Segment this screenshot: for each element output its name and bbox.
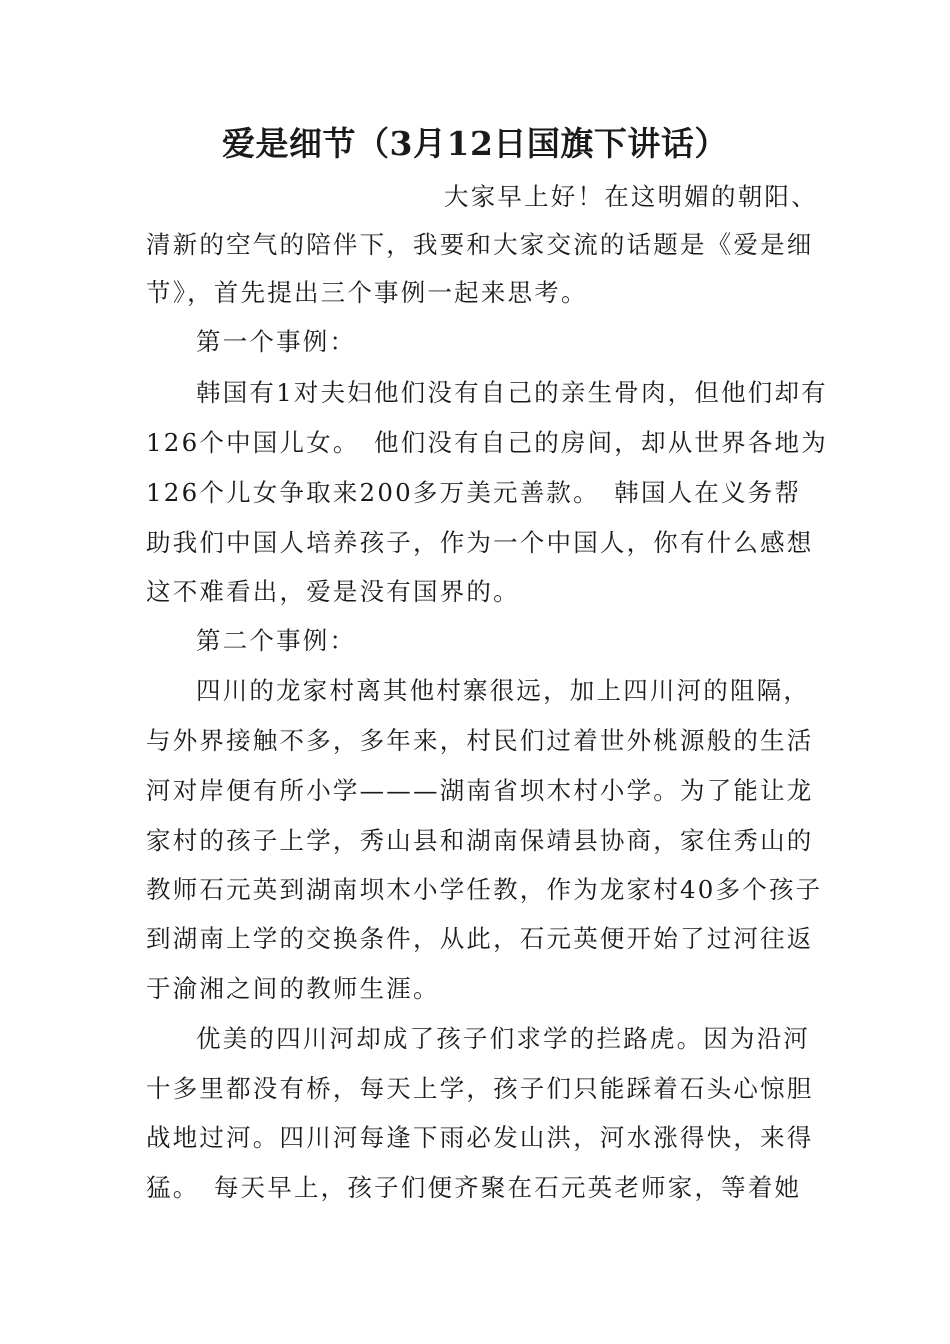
text-line: 四川的龙家村离其他村寨很远，加上四川河的阻隔，: [196, 676, 811, 705]
text-line: 助我们中国人培养孩子，作为一个中国人，你有什么感想: [146, 528, 814, 557]
text-line: 126个中国儿女。 他们没有自己的房间，却从世界各地为: [146, 428, 828, 457]
text-line: 家村的孩子上学，秀山县和湖南保靖县协商，家住秀山的: [146, 826, 814, 855]
text-line: 第二个事例：: [196, 626, 357, 655]
text-line: 大家早上好！在这明媚的朝阳、: [444, 182, 818, 211]
page-title: 爱是细节（3月12日国旗下讲话）: [222, 124, 728, 163]
text-line: 第一个事例：: [196, 327, 357, 356]
text-line: 到湖南上学的交换条件，从此，石元英便开始了过河往返: [146, 924, 814, 953]
text-line: 126个儿女争取来200多万美元善款。 韩国人在义务帮: [146, 478, 802, 507]
text-line: 于渝湘之间的教师生涯。: [146, 974, 440, 1003]
text-line: 优美的四川河却成了孩子们求学的拦路虎。因为沿河: [196, 1024, 811, 1053]
text-line: 教师石元英到湖南坝木小学任教，作为龙家村40多个孩子: [146, 875, 823, 904]
text-line: 这不难看出，爱是没有国界的。: [146, 577, 520, 606]
text-line: 猛。 每天早上，孩子们便齐聚在石元英老师家，等着她: [146, 1173, 802, 1202]
text-line: 清新的空气的陪伴下，我要和大家交流的话题是《爱是细: [146, 230, 814, 259]
text-line: 韩国有1对夫妇他们没有自己的亲生骨肉，但他们却有: [196, 378, 828, 407]
text-line: 与外界接触不多，多年来，村民们过着世外桃源般的生活: [146, 726, 814, 755]
text-line: 节》，首先提出三个事例一起来思考。: [146, 278, 588, 307]
text-line: 战地过河。四川河每逢下雨必发山洪，河水涨得快，来得: [146, 1123, 814, 1152]
text-line: 河对岸便有所小学———湖南省坝木村小学。为了能让龙: [146, 776, 814, 805]
text-line: 十多里都没有桥，每天上学，孩子们只能踩着石头心惊胆: [146, 1074, 814, 1103]
